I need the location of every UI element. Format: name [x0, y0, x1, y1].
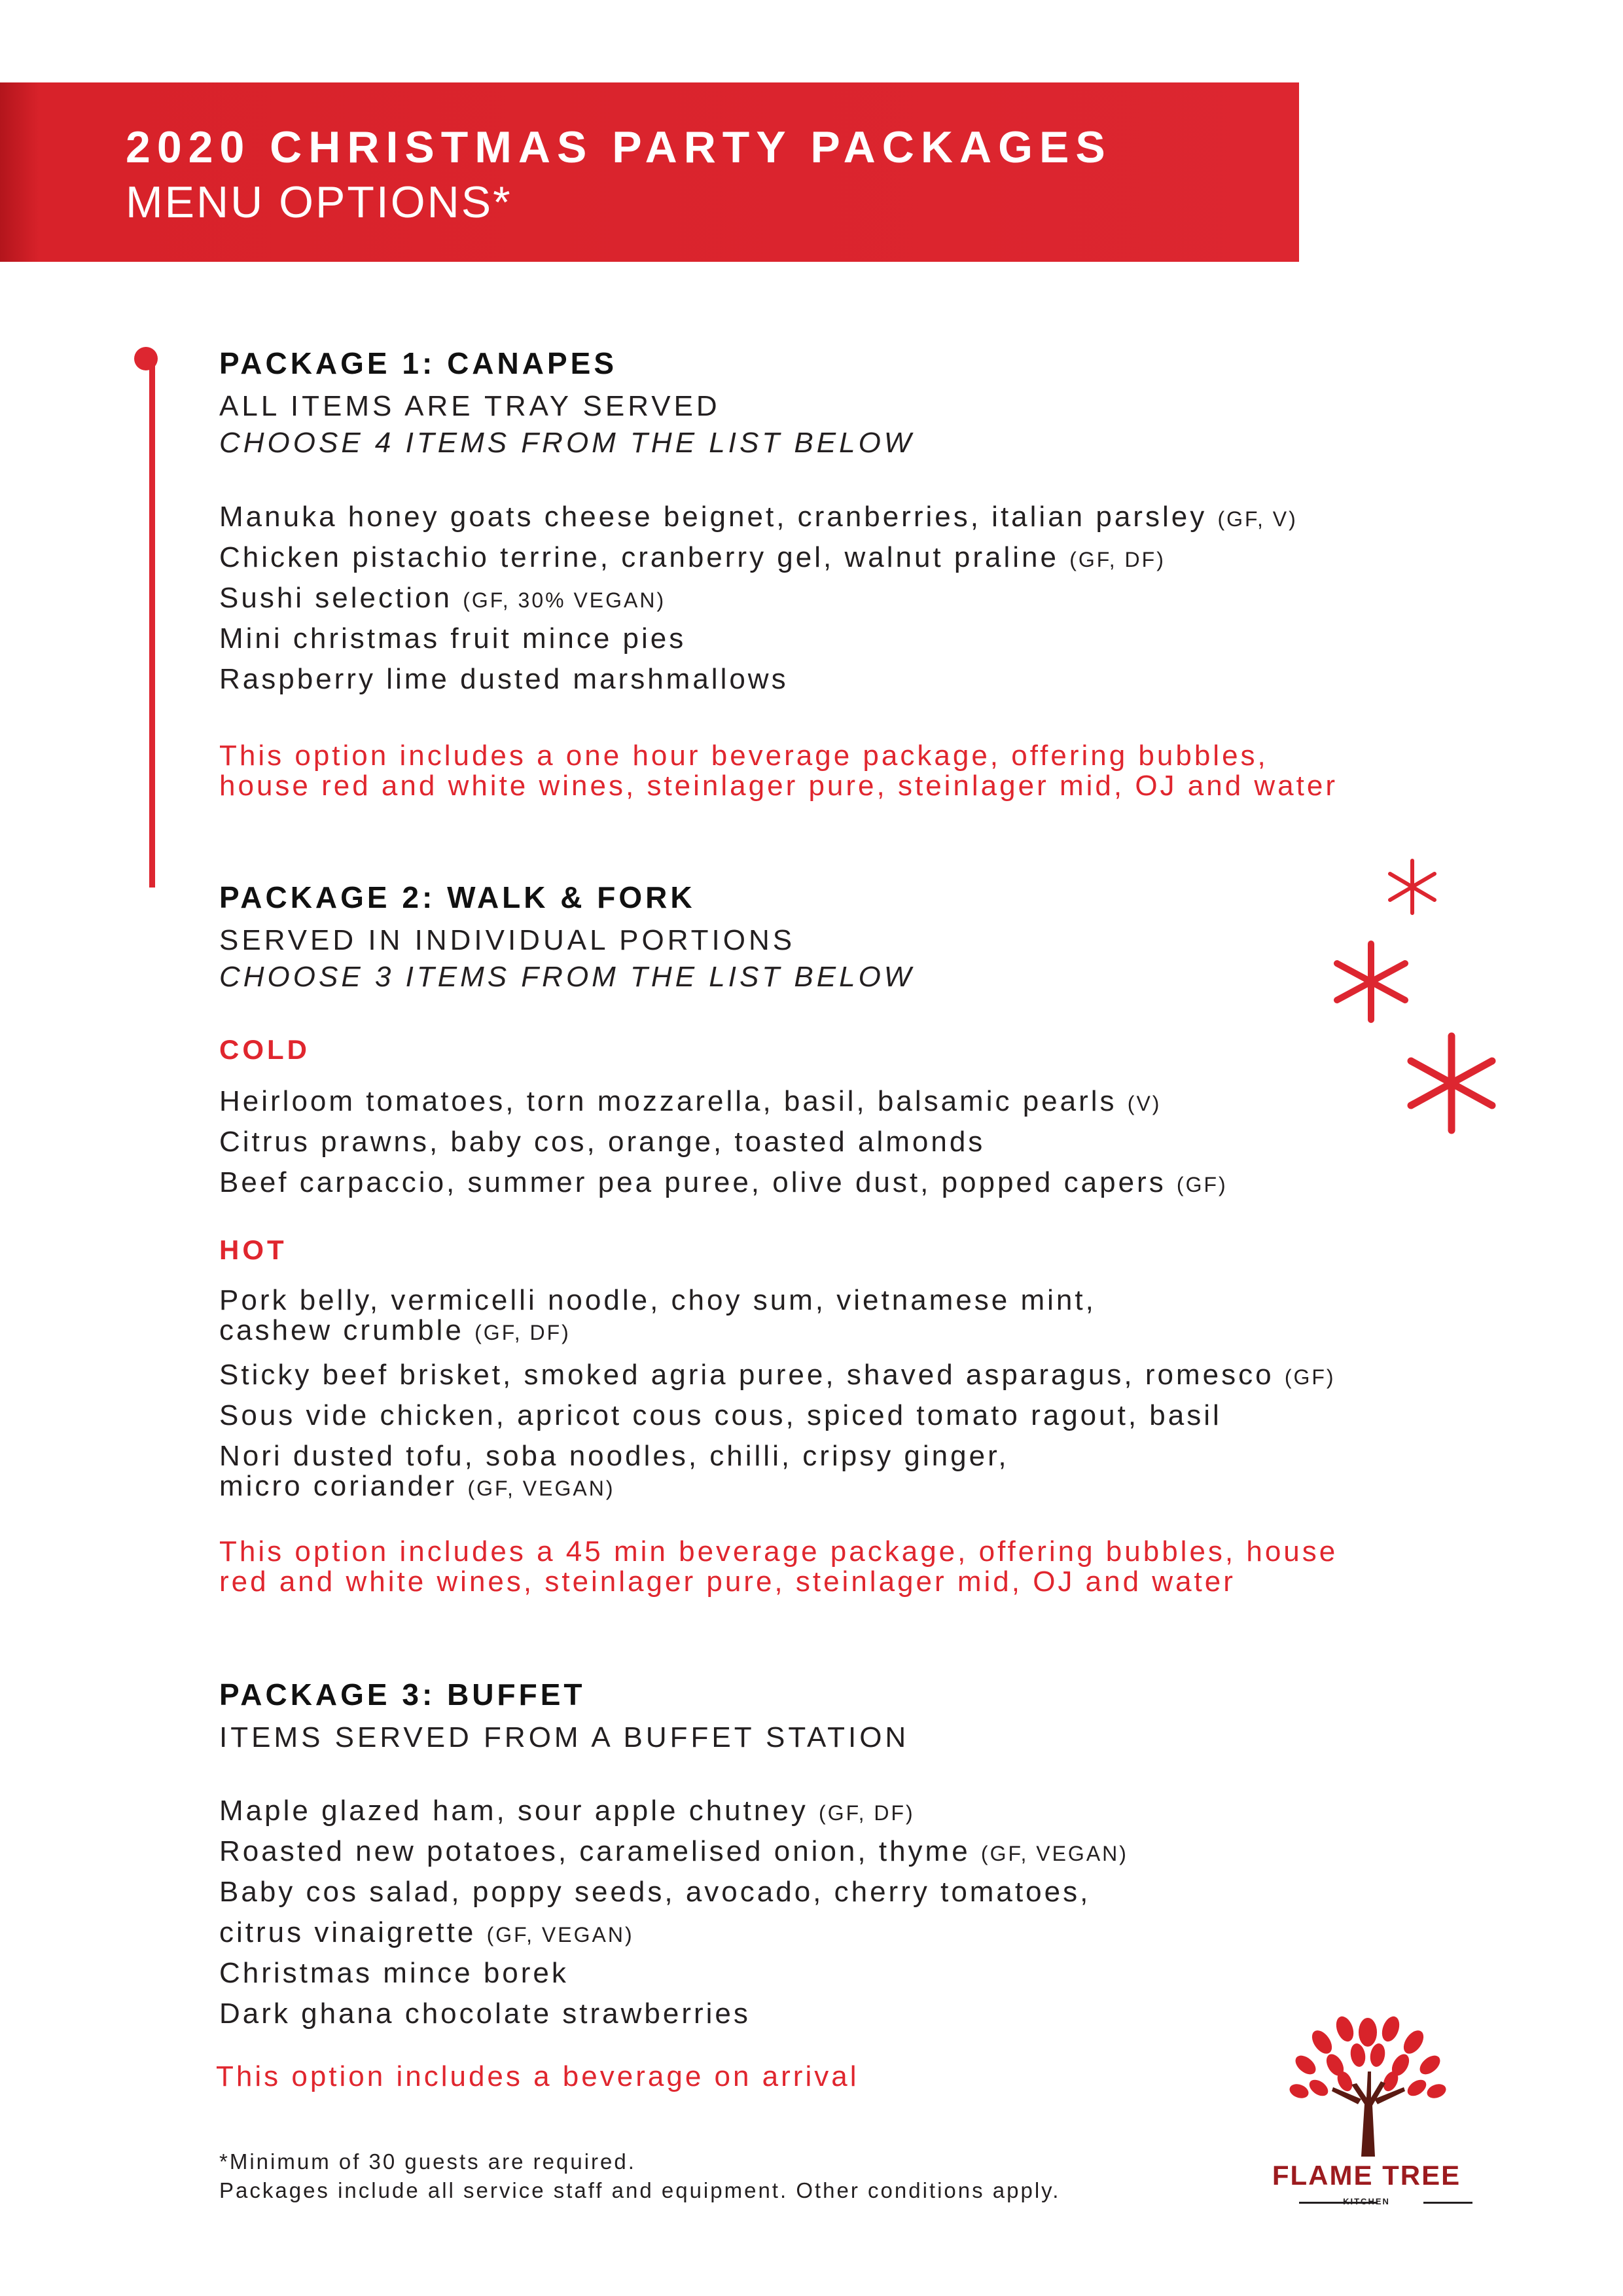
package1-note-line1: This option includes a one hour beverage package, offering bubbles, [219, 740, 1268, 772]
package1-sub2: CHOOSE 4 ITEMS FROM THE LIST BELOW [219, 427, 915, 459]
page-subtitle: MENU OPTIONS* [126, 177, 512, 227]
list-item: Roasted new potatoes, caramelised onion, thyme (GF, VEGAN) [219, 1835, 1128, 1867]
footer-line1: *Minimum of 30 guests are required. [219, 2149, 636, 2174]
list-item: Chicken pistachio terrine, cranberry gel, walnut praline (GF, DF) [219, 541, 1166, 573]
package3-title: PACKAGE 3: BUFFET [219, 1677, 586, 1712]
star-icon [1406, 1031, 1497, 1136]
list-item-continued: cashew crumble (GF, DF) [219, 1314, 571, 1346]
list-item: Christmas mince borek [219, 1957, 569, 1989]
list-item: Pork belly, vermicelli noodle, choy sum, vietnamese mint, [219, 1284, 1096, 1316]
list-item: Baby cos salad, poppy seeds, avocado, cherry tomatoes, [219, 1876, 1091, 1908]
list-item: Heirloom tomatoes, torn mozzarella, basil, balsamic pearls (V) [219, 1085, 1162, 1117]
package3-sub1: ITEMS SERVED FROM A BUFFET STATION [219, 1721, 910, 1753]
star-icon [1332, 939, 1410, 1024]
header-banner [0, 82, 1299, 262]
list-item: Raspberry lime dusted marshmallows [219, 663, 789, 695]
package2-title: PACKAGE 2: WALK & FORK [219, 880, 696, 914]
logo-sub: KITCHEN [1343, 2197, 1390, 2206]
package2-sub2: CHOOSE 3 ITEMS FROM THE LIST BELOW [219, 961, 915, 993]
flame-tree-logo-icon [1260, 2006, 1476, 2163]
package2-sub1: SERVED IN INDIVIDUAL PORTIONS [219, 924, 796, 956]
list-item: Maple glazed ham, sour apple chutney (GF, DF) [219, 1795, 915, 1827]
list-item: Sushi selection (GF, 30% VEGAN) [219, 582, 666, 614]
package3-note: This option includes a beverage on arrival [216, 2060, 859, 2092]
footer-line2: Packages include all service staff and equipment. Other conditions apply. [219, 2178, 1061, 2202]
list-item-continued: citrus vinaigrette (GF, VEGAN) [219, 1916, 634, 1948]
package1-note-line2: house red and white wines, steinlager pure, steinlager mid, OJ and water [219, 770, 1338, 802]
package1-title: PACKAGE 1: CANAPES [219, 346, 617, 380]
cold-label: COLD [219, 1034, 310, 1065]
list-item: Sous vide chicken, apricot cous cous, spiced tomato ragout, basil [219, 1399, 1222, 1431]
package2-note-line1: This option includes a 45 min beverage package, offering bubbles, house [219, 1535, 1338, 1568]
hot-label: HOT [219, 1234, 287, 1265]
list-item: Dark ghana chocolate strawberries [219, 1998, 751, 2030]
package1-sub1: ALL ITEMS ARE TRAY SERVED [219, 390, 721, 422]
list-item-continued: micro coriander (GF, VEGAN) [219, 1470, 615, 1502]
list-item: Nori dusted tofu, soba noodles, chilli, cripsy ginger, [219, 1440, 1009, 1472]
logo-name: FLAME TREE [1272, 2160, 1461, 2191]
page-title: 2020 CHRISTMAS PARTY PACKAGES [126, 122, 1112, 172]
list-item: Beef carpaccio, summer pea puree, olive dust, popped capers (GF) [219, 1166, 1228, 1198]
list-item: Mini christmas fruit mince pies [219, 622, 687, 655]
list-item: Sticky beef brisket, smoked agria puree, shaved asparagus, romesco (GF) [219, 1359, 1336, 1391]
decorative-line [149, 359, 155, 888]
list-item: Citrus prawns, baby cos, orange, toasted almonds [219, 1126, 986, 1158]
package2-note-line2: red and white wines, steinlager pure, steinlager mid, OJ and water [219, 1566, 1236, 1598]
star-icon [1386, 857, 1438, 916]
list-item: Manuka honey goats cheese beignet, cranberries, italian parsley (GF, V) [219, 501, 1298, 533]
